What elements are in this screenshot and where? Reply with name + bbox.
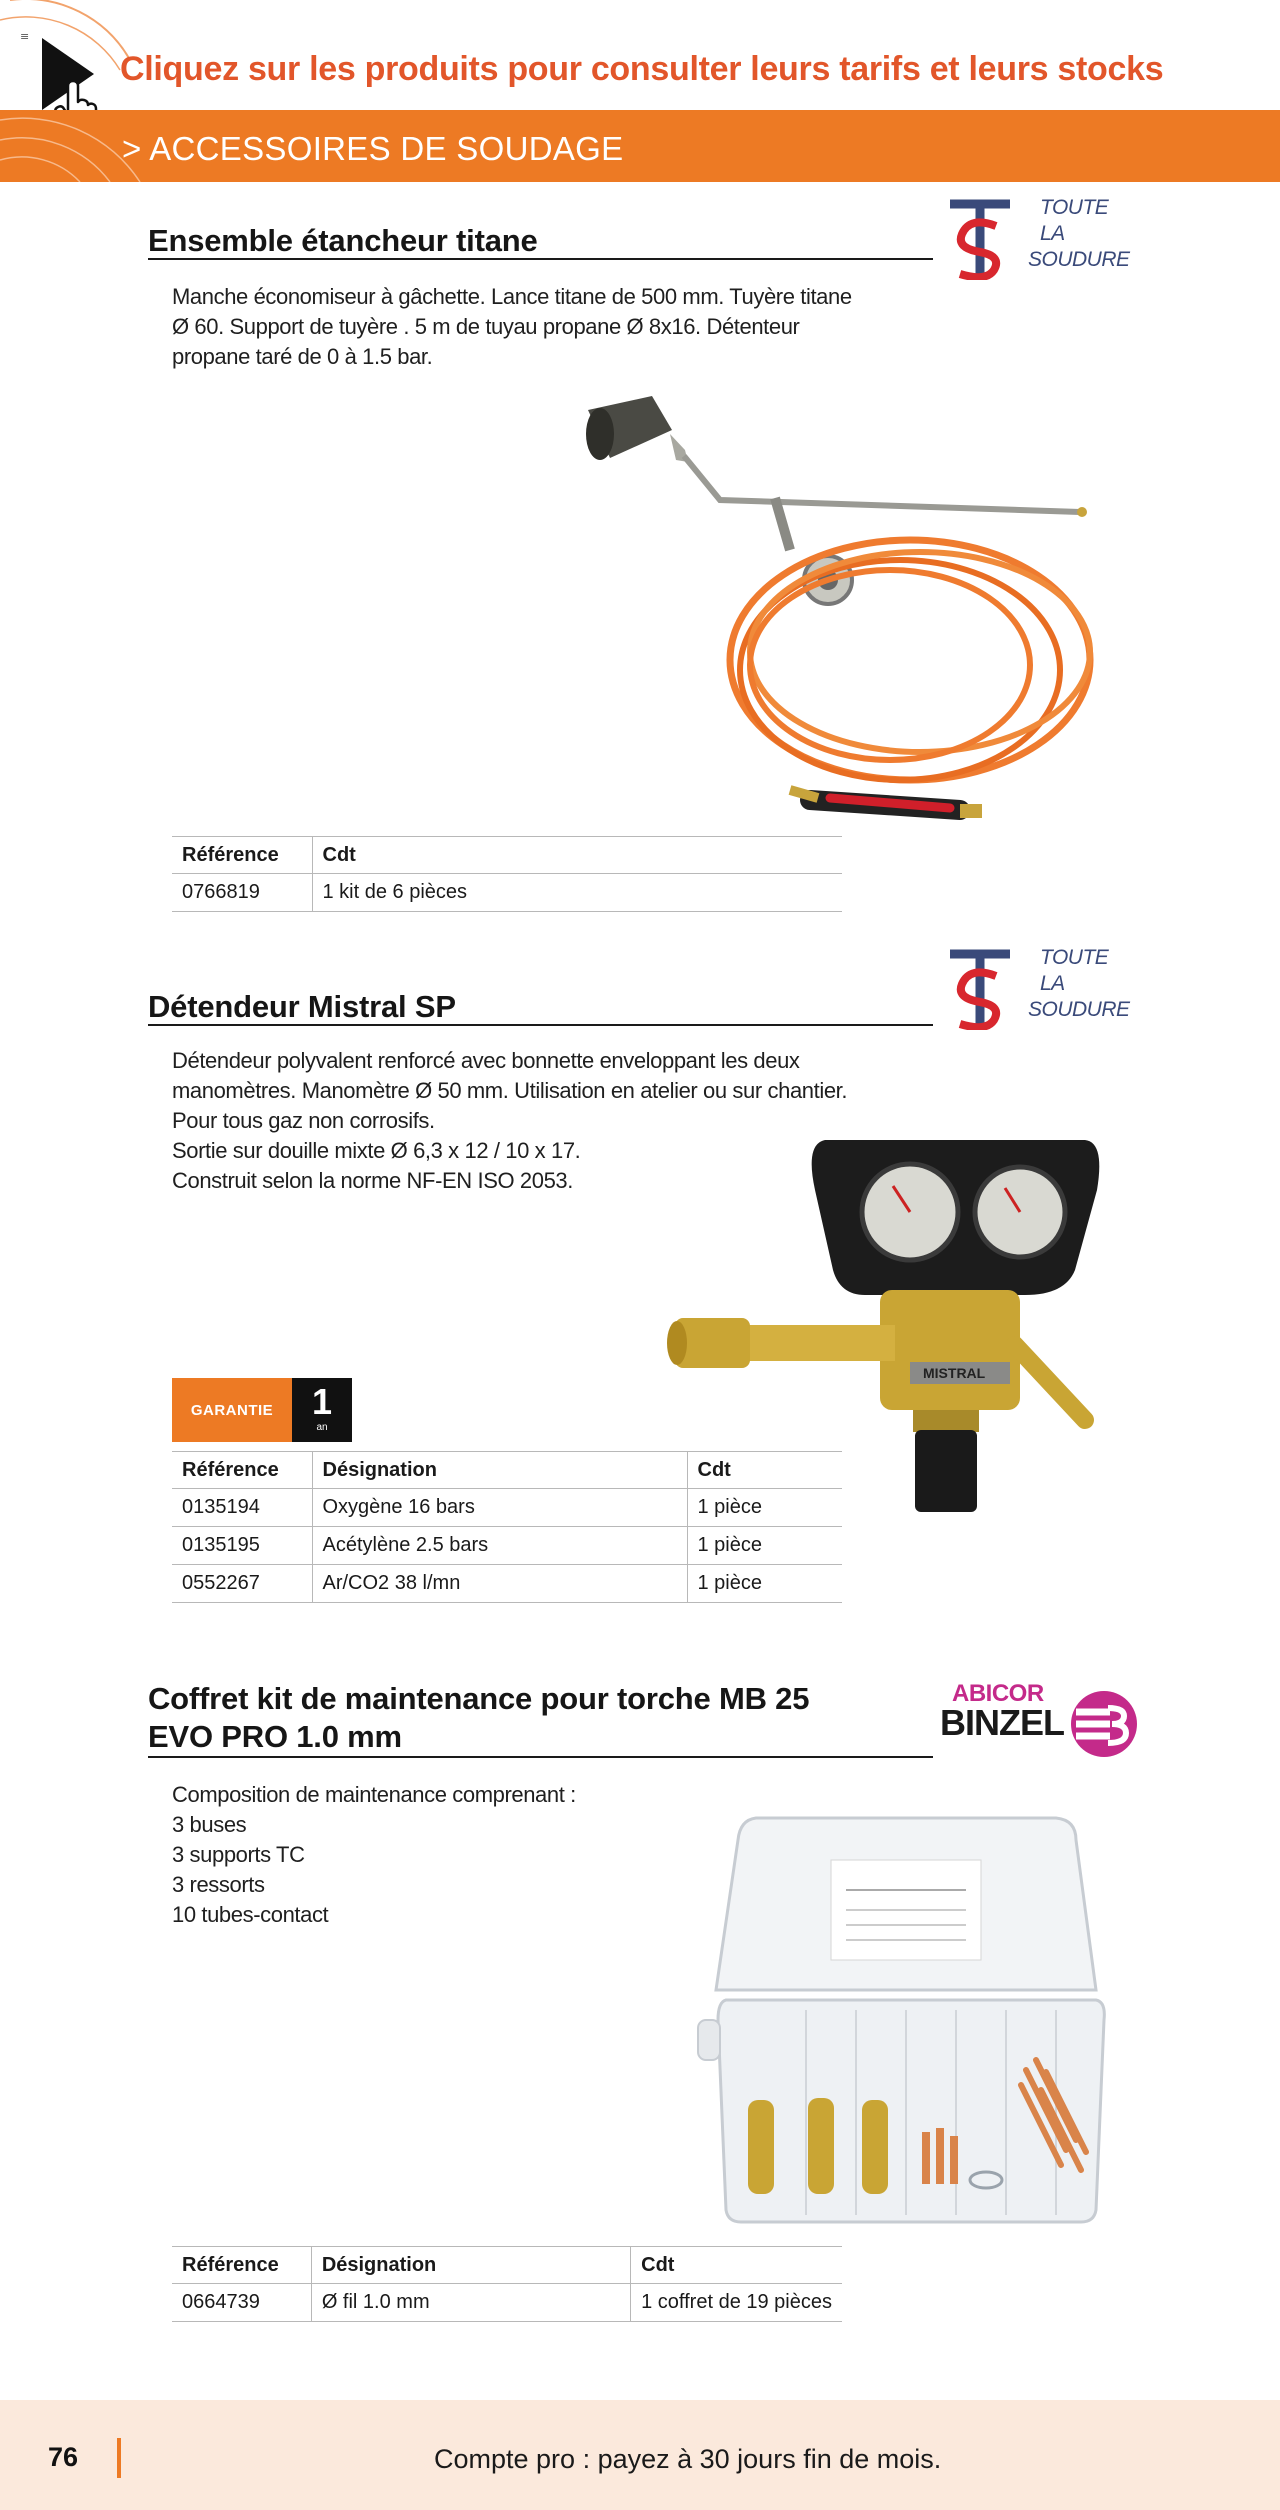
footer-note: Compte pro : payez à 30 jours fin de mois. xyxy=(434,2444,942,2474)
column-header: Désignation xyxy=(312,1452,687,1489)
table-row[interactable]: 0135194 Oxygène 16 bars 1 pièce xyxy=(172,1489,842,1527)
page-number: 76 xyxy=(48,2442,79,2472)
page-separator xyxy=(117,2438,121,2478)
guarantee-label: GARANTIE xyxy=(172,1378,292,1442)
table-row[interactable]: 0664739 Ø fil 1.0 mm 1 coffret de 19 pièces xyxy=(172,2284,842,2322)
product-title[interactable]: Ensemble étancheur titane xyxy=(148,223,538,258)
title-rule xyxy=(148,1024,933,1026)
toute-la-soudure-logo: TOUTE LA SOUDURE xyxy=(940,946,1130,1036)
column-header: Cdt xyxy=(687,1452,842,1489)
product-title[interactable]: Coffret kit de maintenance pour torche MB 25 EVO PRO 1.0 mm xyxy=(148,1681,810,1754)
toute-la-soudure-logo: TOUTE LA SOUDURE xyxy=(940,196,1130,286)
product-description: Détendeur polyvalent renforcé avec bonnette enveloppant les deux manomètres. Manomètre Ø 50 mm. Utilisation en atelier ou sur chantier. Pour tous gaz non corrosifs. Sortie sur douille mixte Ø 6,3 x 12 / 10 x 17. Construit selon la norme NF-EN ISO 2053. xyxy=(172,1048,848,1193)
category-title: > ACCESSOIRES DE SOUDAGE xyxy=(122,130,624,167)
category-bar xyxy=(0,110,1280,182)
product-description: Manche économiseur à gâchette. Lance titane de 500 mm. Tuyère titane Ø 60. Support de tuyère . 5 m de tuyau propane Ø 8x16. Détenteur propane taré de 0 à 1.5 bar. xyxy=(172,284,852,369)
column-header: Cdt xyxy=(631,2247,842,2284)
cta-banner[interactable]: Cliquez sur les produits pour consulter leurs tarifs et leurs stocks xyxy=(120,50,1164,88)
reference-table xyxy=(172,2246,842,2322)
product-title[interactable]: Détendeur Mistral SP xyxy=(148,989,456,1024)
table-row[interactable]: 0135195 Acétylène 2.5 bars 1 pièce xyxy=(172,1527,842,1565)
table-row[interactable]: 0766819 1 kit de 6 pièces xyxy=(172,874,842,912)
column-header: Référence xyxy=(172,837,312,874)
torch-kit-image[interactable] xyxy=(580,390,1100,840)
footer xyxy=(0,2400,1280,2510)
menu-marker: ≡ xyxy=(20,30,30,43)
guarantee-years: 1 xyxy=(311,1381,333,1422)
column-header: Cdt xyxy=(312,837,842,874)
guarantee-badge xyxy=(172,1378,352,1442)
column-header: Désignation xyxy=(311,2247,630,2284)
product-description: Composition de maintenance comprenant : 3 buses 3 supports TC 3 ressorts 10 tubes-contact xyxy=(172,1782,576,1927)
guarantee-unit: an xyxy=(316,1422,328,1433)
title-rule xyxy=(148,1756,933,1758)
svg-text:MISTRAL: MISTRAL xyxy=(923,1365,986,1381)
maintenance-kit-image[interactable] xyxy=(696,1810,1116,2230)
table-row[interactable]: 0552267 Ar/CO2 38 l/mn 1 pièce xyxy=(172,1565,842,1603)
title-rule xyxy=(148,258,933,260)
reference-table xyxy=(172,836,842,912)
abicor-binzel-logo: ABICOR BINZEL xyxy=(930,1680,1150,1770)
reference-table xyxy=(172,1451,842,1603)
column-header: Référence xyxy=(172,2247,311,2284)
column-header: Référence xyxy=(172,1452,312,1489)
